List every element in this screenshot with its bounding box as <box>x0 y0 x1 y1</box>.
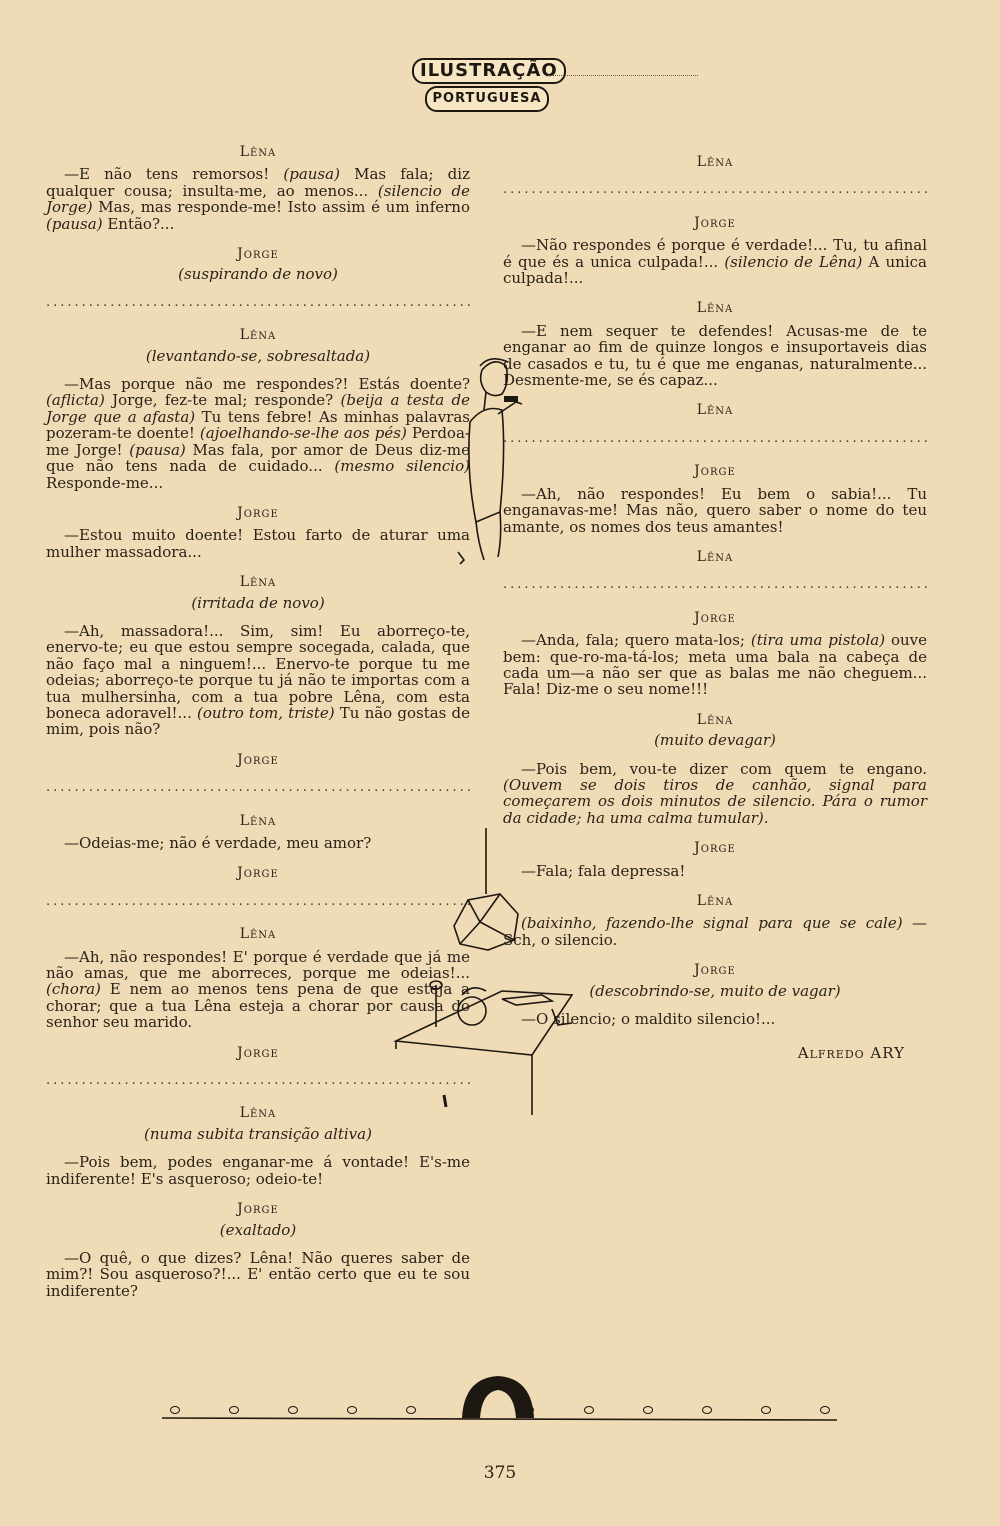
inline-stage-direction: (Ouvem se dois tiros de canhão, signal para começarem os dois minutos de silencio. Pára o rumor da cidade; ha uma calma tumular). <box>503 775 927 827</box>
dialogue-text: Mas fala; diz qualquer cousa; insulta-me, ao menos... <box>46 165 470 200</box>
dialogue-paragraph <box>46 166 470 232</box>
speaker-name: Lêna <box>239 144 277 160</box>
dialogue-paragraph <box>503 486 927 535</box>
speaker-name: Jorge <box>237 1201 279 1218</box>
dialogue-text: —Odeias-me; não é verdade, meu amor? <box>64 834 372 852</box>
dialogue-text: Perdoa-me Jorge! <box>46 424 470 459</box>
inline-stage-direction: (silencio de Lêna) <box>724 252 863 271</box>
speaker-name: Jorge <box>237 246 279 263</box>
dialogue-text: —Fala; fala depressa! <box>521 861 686 880</box>
inline-stage-direction: (pausa) <box>129 440 186 459</box>
speaker-name: Lêna <box>696 711 734 728</box>
dialogue-text: —Pois bem, vou-te dizer com quem te engano. <box>521 759 927 778</box>
left-column <box>46 130 470 1309</box>
stage-direction: (descobrindo-se, muito de vagar) <box>589 981 841 1000</box>
dialogue-paragraph <box>46 1154 470 1187</box>
dialogue-paragraph <box>46 835 470 851</box>
footer-dot <box>288 1406 298 1414</box>
dialogue-paragraph <box>46 1250 470 1299</box>
dialogue-text: —Pois bem, podes enganar-me á vontade! E's-me indiferente! E's asqueroso; odeio-te! <box>46 1153 470 1188</box>
footer-dot <box>702 1406 712 1414</box>
dialogue-text: —E nem sequer te defendes! Acusas-me de te enganar ao fim de quinze longos e insuportaveis dias de casados e tu, tu é que me enganas, naturalmente... Desmente-me, se és capaz... <box>503 321 927 390</box>
silence-dotted-line <box>46 894 470 910</box>
masthead-line2: PORTUGUESA <box>425 86 550 112</box>
dialogue-paragraph <box>503 237 927 286</box>
stage-direction: (muito devagar) <box>654 731 776 750</box>
dialogue-text: Então?... <box>102 214 175 233</box>
speaker-name: Jorge <box>694 840 736 857</box>
inline-stage-direction: (tira uma pistola) <box>750 631 886 650</box>
footer-dot <box>170 1406 180 1414</box>
speaker-name: Lêna <box>696 300 734 317</box>
dialogue-paragraph <box>46 376 470 491</box>
telephone-table-illustration <box>392 965 582 1115</box>
inline-stage-direction: (baixinho, fazendo-lhe signal para que se cale) <box>521 914 903 933</box>
footer-dot <box>465 1406 475 1414</box>
speaker-name: Lêna <box>239 926 277 943</box>
dialogue-text: ouve bem: que-ro-ma-tá-los; meta uma bala na cabeça de cada um—a não ser que as balas me não cheguem... Fala! Diz-me o seu nome!!! <box>503 631 927 699</box>
dialogue-text: —E não tens remorsos! <box>64 165 284 184</box>
inline-stage-direction: (pausa) <box>283 165 340 184</box>
inline-stage-direction: (outro tom, triste) <box>197 703 335 722</box>
speaker-name: Jorge <box>694 962 736 979</box>
stage-direction: (levantando-se, sobresaltada) <box>145 346 371 365</box>
speaker-name: Jorge <box>237 865 279 882</box>
speaker-name: Lêna <box>239 574 277 591</box>
speaker-name: Lêna <box>239 327 277 344</box>
masthead-line1: ILUSTRAÇÃO <box>412 58 566 84</box>
silence-dotted-line <box>503 577 927 593</box>
dialogue-text: Mas fala, por amor de Deus diz-me que não tens nada de cuidado... <box>46 440 471 476</box>
dialogue-text: —Ah, não respondes! Eu bem o sabia!... Tu enganavas-me! Mas não, quero saber o nome do teu amante, os nomes dos teus amantes! <box>503 484 927 536</box>
speaker-name: Jorge <box>237 504 279 521</box>
dialogue-text: Tu tens febre! As minhas palavras pozeram-te doente! <box>46 407 470 443</box>
footer-dots <box>170 1406 830 1414</box>
right-column <box>503 140 927 1062</box>
speaker-name: Jorge <box>694 463 736 480</box>
stage-direction: (irritada de novo) <box>191 593 325 612</box>
footer-dot <box>524 1406 534 1414</box>
man-with-pistol-illustration <box>450 352 525 572</box>
inline-stage-direction: (mesmo silencio) <box>334 457 470 476</box>
dialogue-text: —Mas porque não me respondes?! Estás doente? <box>64 375 470 394</box>
inline-stage-direction: (aflicta) <box>46 391 105 410</box>
page-number: 375 <box>483 1463 517 1483</box>
inline-stage-direction: (silencio de Jorge) <box>46 181 470 217</box>
dialogue-paragraph <box>503 863 927 879</box>
hanging-lamp-illustration <box>440 828 530 968</box>
silence-dotted-line <box>46 780 470 796</box>
dialogue-text: —Sch, o silencio. <box>503 914 927 949</box>
footer-dot <box>643 1406 653 1414</box>
speaker-name: Lêna <box>696 402 734 419</box>
dialogue-paragraph <box>503 323 927 389</box>
dialogue-text: —Anda, fala; quero mata-los; <box>521 631 751 650</box>
dialogue-text: —O quê, o que dizes? Lêna! Não queres saber de mim?! Sou asqueroso?!... E' então certo que eu te sou indiferente? <box>46 1248 470 1300</box>
footer-dot <box>406 1406 416 1414</box>
silence-dotted-line <box>46 295 470 311</box>
dialogue-text: —O silencio; o maldito silencio!... <box>521 1010 776 1029</box>
dialogue-paragraph <box>503 632 927 698</box>
dialogue-text: Responde-me... <box>46 473 164 492</box>
speaker-name: Lêna <box>239 812 277 829</box>
dialogue-text: —Estou muito doente! Estou farto de aturar uma mulher massadora... <box>46 526 470 561</box>
speaker-name: Jorge <box>237 1044 279 1061</box>
dialogue-text: —Não respondes é porque é verdade!... Tu, tu afinal é que és a unica culpada!... <box>503 236 927 271</box>
inline-stage-direction: (ajoelhando-se-lhe aos pés) <box>199 424 407 443</box>
speaker-name: Lêna <box>239 1105 277 1122</box>
speaker-name: Jorge <box>694 609 736 626</box>
stage-direction: (suspirando de novo) <box>178 265 338 284</box>
speaker-name: Lêna <box>696 548 734 565</box>
dialogue-paragraph <box>46 527 470 560</box>
dialogue-text: —Ah, não respondes! E' porque é verdade que já me não amas, que me aborreces, porque me odeias!... <box>46 947 470 983</box>
inline-stage-direction: (chora) <box>46 980 101 999</box>
author-signature: Alfredo ARY <box>797 1044 905 1063</box>
dialogue-text: Mas, mas responde-me! Isto assim é um inferno <box>92 198 470 217</box>
footer-dot <box>229 1406 239 1414</box>
masthead-logo <box>412 58 562 114</box>
speaker-name: Lêna <box>696 154 734 170</box>
dialogue-paragraph <box>503 915 927 948</box>
masthead-dotted-rule <box>548 75 698 76</box>
footer-dot <box>761 1406 771 1414</box>
dialogue-text: E nem ao menos tens pena de que esteja a chorar; que a tua Lêna esteja a chorar por causa do senhor seu marido. <box>46 980 470 1032</box>
inline-stage-direction: (beija a testa de Jorge que a afasta) <box>46 391 470 426</box>
footer-dot <box>584 1406 594 1414</box>
footer-dot <box>347 1406 357 1414</box>
silence-dotted-line <box>503 182 927 198</box>
inline-stage-direction: (pausa) <box>46 214 103 233</box>
stage-direction: (exaltado) <box>219 1220 297 1239</box>
silence-dotted-line <box>503 431 927 447</box>
dialogue-paragraph <box>46 623 470 738</box>
speaker-name: Jorge <box>237 751 279 768</box>
dialogue-text: Tu não gostas de mim, pois não? <box>46 703 470 739</box>
dialogue-text: —Ah, massadora!... Sim, sim! Eu aborreço-te, enervo-te; eu que estou sempre socegada, calada, que não faço mal a ninguem!... Enervo-te porque tu me odeias; aborreço-te porque tu já não te importas com a tua mulhersinha, com a tua pobre Lêna, com esta boneca adoravel!... <box>46 621 470 722</box>
dialogue-paragraph <box>503 761 927 827</box>
footer-dot <box>820 1406 830 1414</box>
dialogue-text: A unica culpada!... <box>503 252 927 288</box>
speaker-name: Jorge <box>694 214 736 231</box>
speaker-name: Lêna <box>696 893 734 909</box>
dialogue-text: Jorge, fez-te mal; responde? <box>104 391 341 410</box>
stage-direction: (numa subita transição altiva) <box>144 1124 372 1143</box>
